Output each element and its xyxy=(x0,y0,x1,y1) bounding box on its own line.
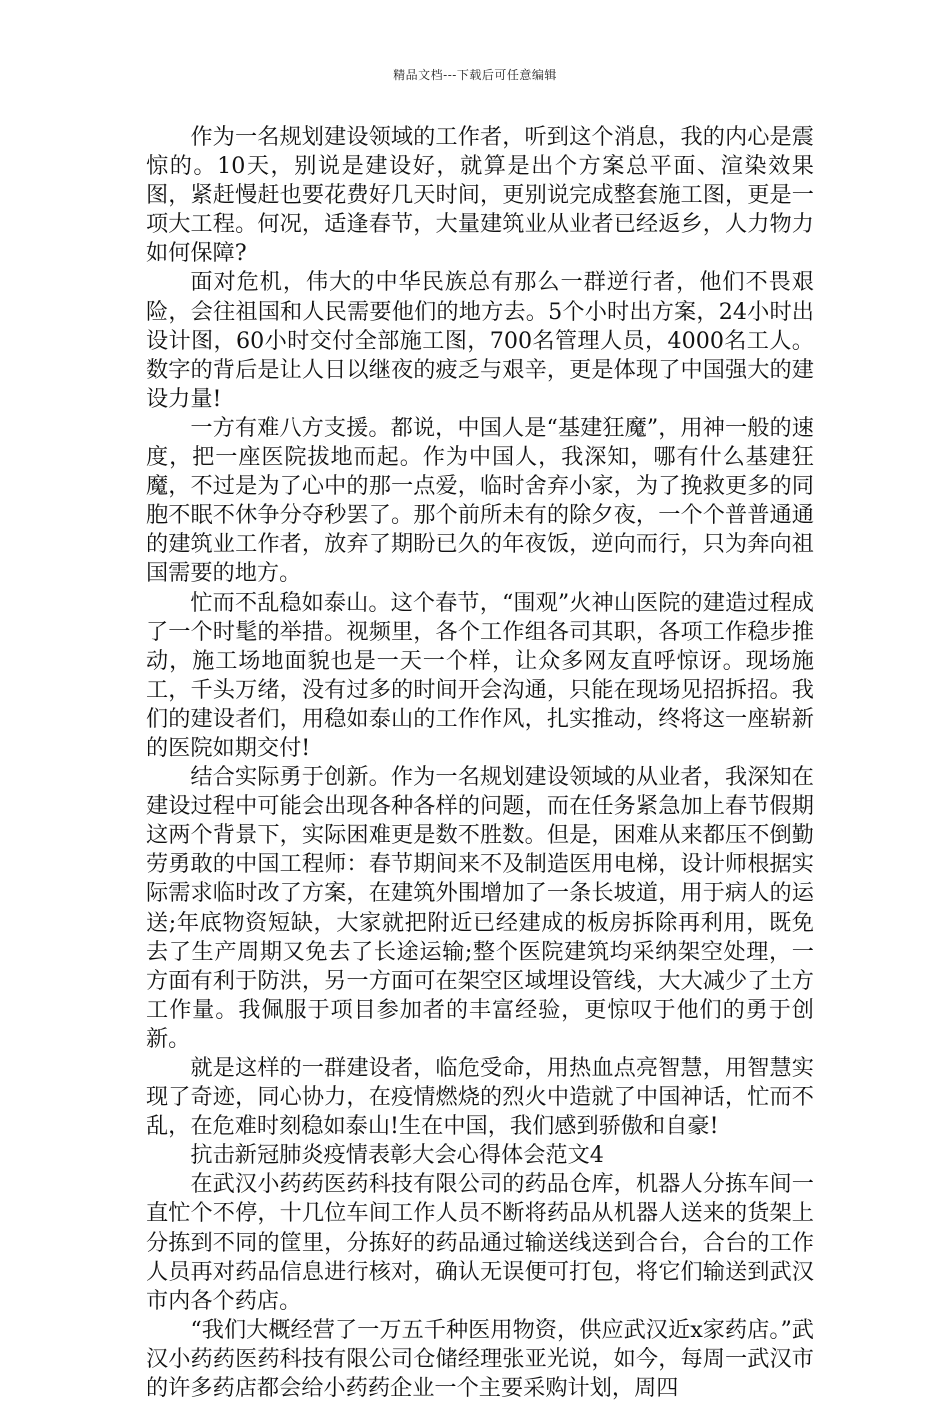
paragraph-2: 面对危机，伟大的中华民族总有那么一群逆行者，他们不畏艰险，会往祖国和人民需要他们的地方去。5个小时出方案，24小时出设计图，60小时交付全部施工图，700名管理人员，4000名工人。数字的背后是让人日以继夜的疲乏与艰辛，更是体现了中国强大的建设力量! xyxy=(146,269,814,412)
section-heading: 抗击新冠肺炎疫情表彰大会心得体会范文4 xyxy=(190,1142,604,1169)
paragraph-5: 结合实际勇于创新。作为一名规划建设领域的从业者，我深知在建设过程中可能会出现各种各样的问题，而在任务紧急加上春节假期这两个背景下，实际困难更是数不胜数。但是，困难从来都压不倒勤劳勇敢的中国工程师：春节期间来不及制造医用电梯，设计师根据实际需求临时改了方案，在建筑外围增加了一条长坡道，用于病人的运送;年底物资短缺，大家就把附近已经建成的板房拆除再利用，既免去了生产周期又免去了长途运输;整个医院建筑均采纳架空处理，一方面有利于防洪，另一方面可在架空区域埋设管线，大大减少了土方工作量。我佩服于项目参加者的丰富经验，更惊叹于他们的勇于创新。 xyxy=(146,764,814,1052)
document-body xyxy=(146,123,814,1403)
paragraph-3: 一方有难八方支援。都说，中国人是“基建狂魔”，用神一般的速度，把一座医院拔地而起。作为中国人，我深知，哪有什么基建狂魔，不过是为了心中的那一点爱，临时舍弃小家，为了挽救更多的同胞不眠不休争分夺秒罢了。那个前所未有的除夕夜，一个个普普通通的建筑业工作者，放弃了期盼已久的年夜饭，逆向而行，只为奔向祖国需要的地方。 xyxy=(146,414,814,587)
paragraph-7: 在武汉小药药医药科技有限公司的药品仓库，机器人分拣车间一直忙个不停，十几位车间工作人员不断将药品从机器人送来的货架上分拣到不同的筐里，分拣好的药品通过输送线送到合台，合台的工作人员再对药品信息进行核对，确认无误便可打包，将它们输送到武汉市内各个药店。 xyxy=(146,1171,814,1314)
page-header: 精品文档---下载后可任意编辑 xyxy=(393,68,557,82)
paragraph-6: 就是这样的一群建设者，临危受命，用热血点亮智慧，用智慧实现了奇迹，同心协力，在疫情燃烧的烈火中造就了中国神话，忙而不乱，在危难时刻稳如泰山!生在中国，我们感到骄傲和自豪! xyxy=(146,1055,814,1140)
paragraph-8: “我们大概经营了一万五千种医用物资，供应武汉近x家药店。”武汉小药药医药科技有限公司仓储经理张亚光说，如今，每周一武汉市的许多药店都会给小药药企业一个主要采购计划，周四 xyxy=(146,1316,814,1402)
paragraph-1: 作为一名规划建设领域的工作者，听到这个消息，我的内心是震惊的。10天，别说是建设好，就算是出个方案总平面、渲染效果图，紧赶慢赶也要花费好几天时间，更别说完成整套施工图，更是一项大工程。何况，适逢春节，大量建筑业从业者已经返乡，人力物力如何保障? xyxy=(146,124,814,267)
paragraph-4: 忙而不乱稳如泰山。这个春节，“围观”火神山医院的建造过程成了一个时髦的举措。视频里，各个工作组各司其职，各项工作稳步推动，施工场地面貌也是一天一个样，让众多网友直呼惊讶。现场施工，千头万绪，没有过多的时间开会沟通，只能在现场见招拆招。我们的建设者们，用稳如泰山的工作作风，扎实推动，终将这一座崭新的医院如期交付! xyxy=(146,589,814,761)
